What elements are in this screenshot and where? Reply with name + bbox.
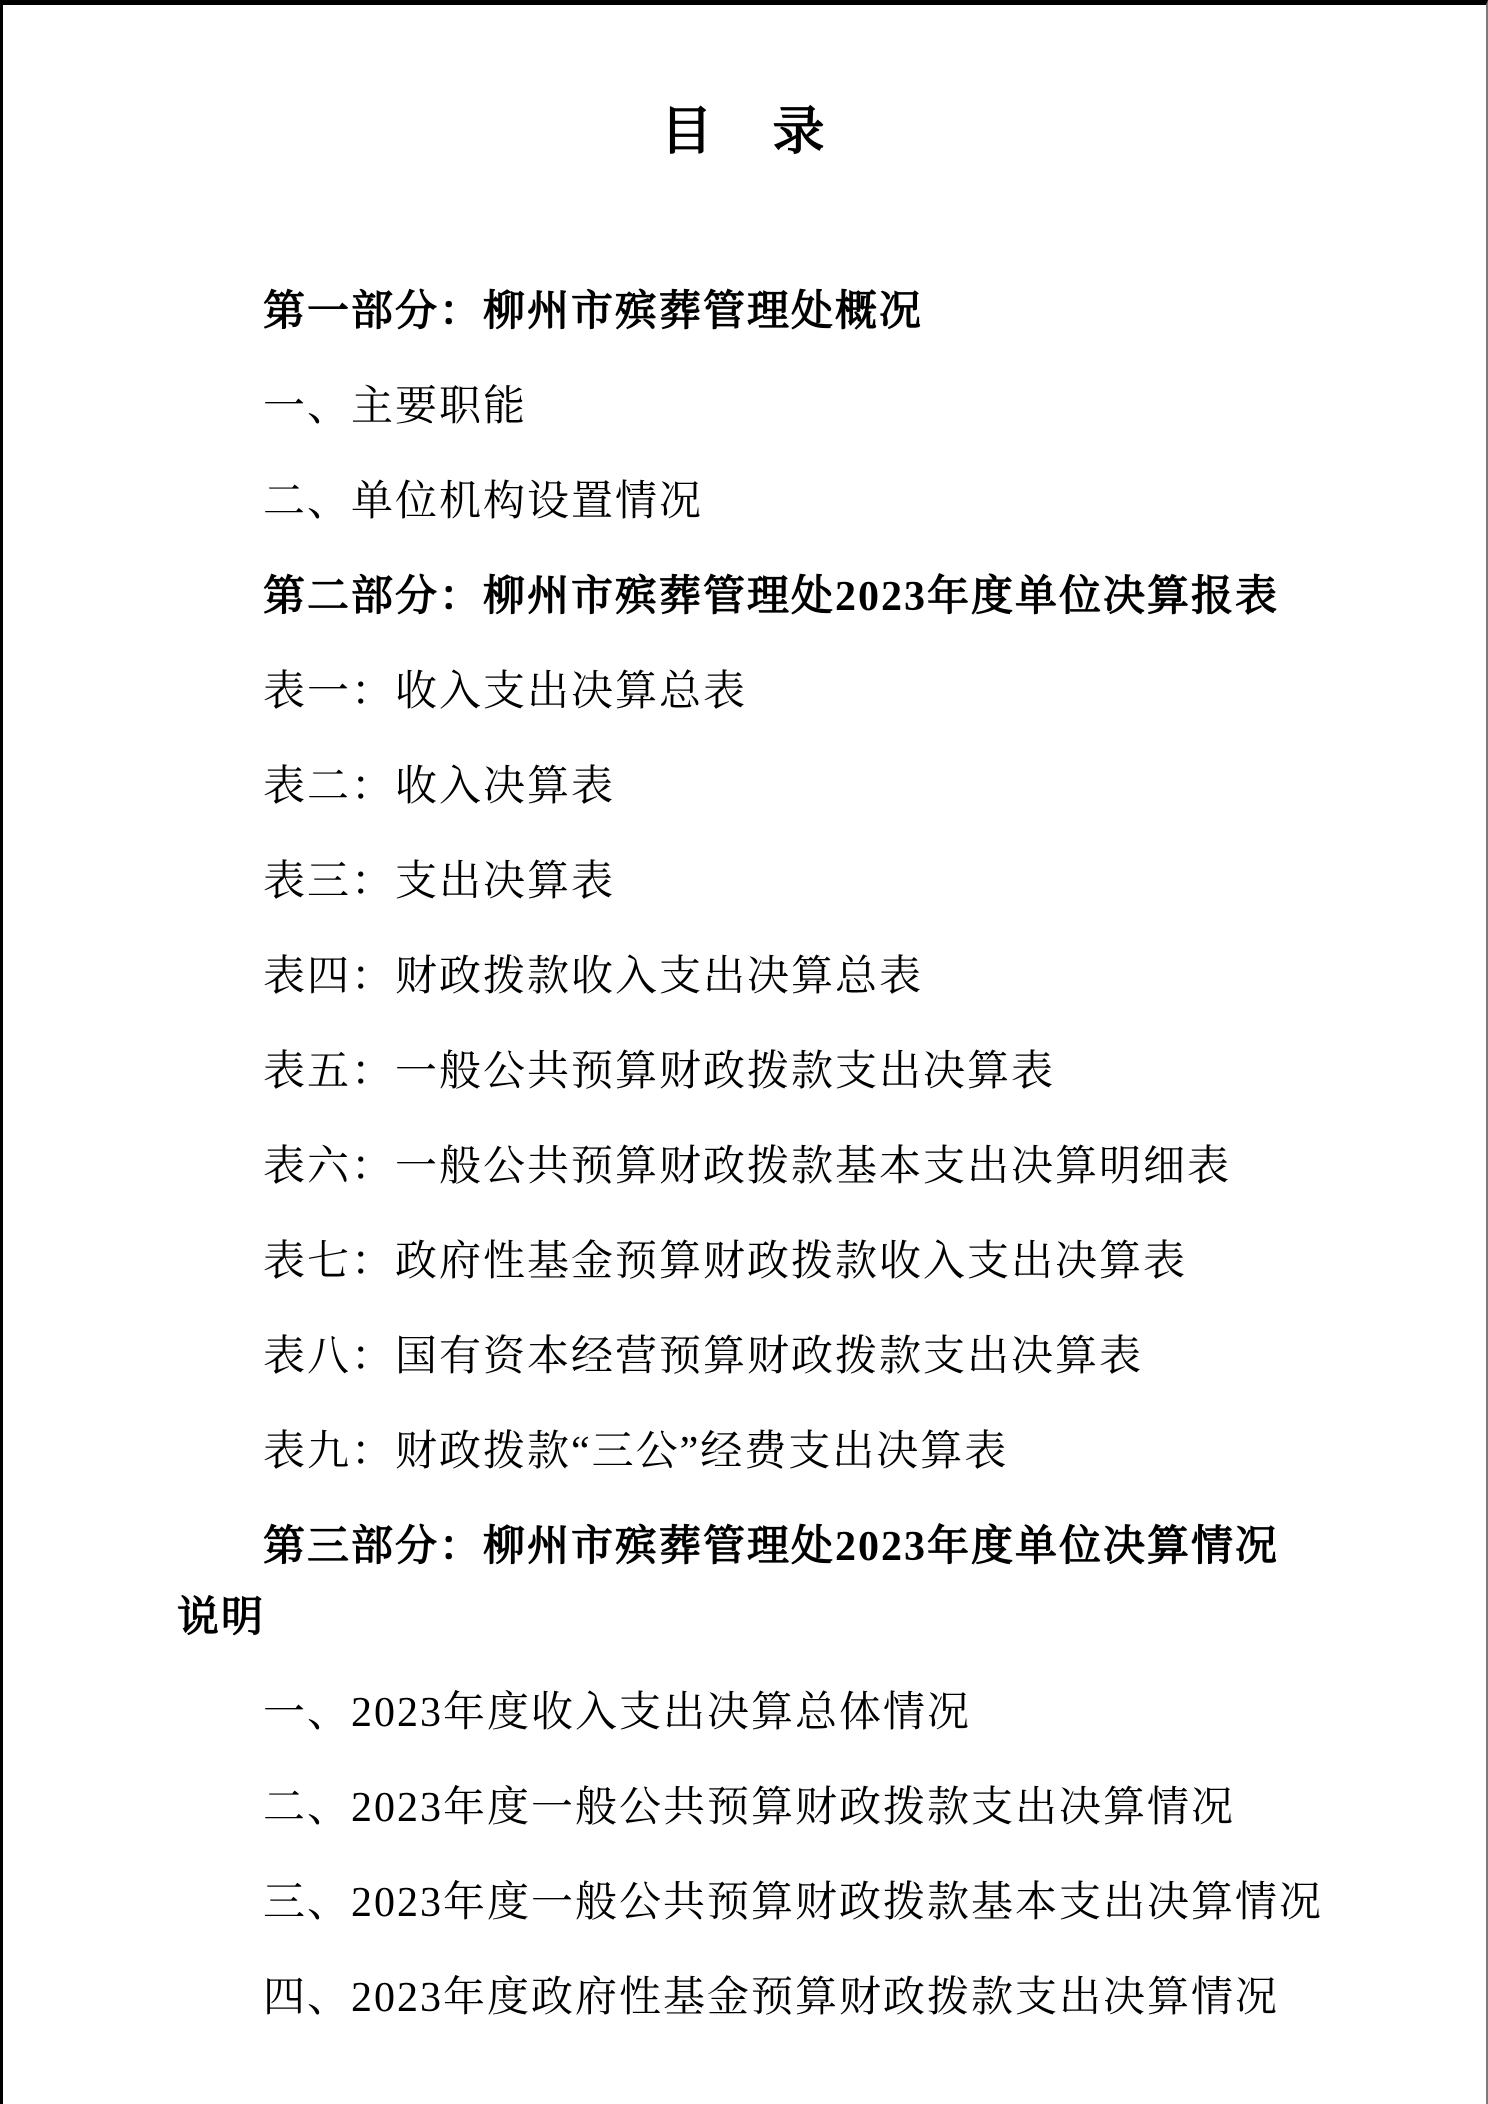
toc-item-basic-expenditure: 三、2023年度一般公共预算财政拨款基本支出决算情况 [263, 1880, 1324, 1926]
toc-item-table-4: 表四：财政拨款收入支出决算总表 [263, 954, 924, 1000]
toc-item-table-5: 表五：一般公共预算财政拨款支出决算表 [263, 1049, 1056, 1095]
toc-item-table-3: 表三：支出决算表 [263, 859, 616, 905]
toc-item-table-1: 表一：收入支出决算总表 [263, 669, 748, 715]
toc-section-1-heading: 第一部分：柳州市殡葬管理处概况 [263, 289, 924, 335]
toc-item-gov-fund-expenditure: 四、2023年度政府性基金预算财政拨款支出决算情况 [263, 1975, 1280, 2021]
table-of-contents [177, 277, 1368, 2034]
toc-item-main-functions: 一、主要职能 [263, 384, 528, 430]
toc-item-table-8: 表八：国有资本经营预算财政拨款支出决算表 [263, 1334, 1144, 1380]
toc-item-overall-situation: 一、2023年度收入支出决算总体情况 [263, 1690, 972, 1736]
toc-item-table-6: 表六：一般公共预算财政拨款基本支出决算明细表 [263, 1144, 1232, 1190]
toc-item-table-7: 表七：政府性基金预算财政拨款收入支出决算表 [263, 1239, 1188, 1285]
toc-item-org-structure: 二、单位机构设置情况 [263, 479, 704, 525]
toc-section-3-heading [177, 1512, 1368, 1654]
toc-item-table-2: 表二：收入决算表 [263, 764, 616, 810]
toc-section-3-heading-line-1: 第三部分：柳州市殡葬管理处2023年度单位决算情况 [263, 1524, 1280, 1570]
page-title: 目 录 [660, 104, 829, 161]
toc-item-general-budget-expenditure: 二、2023年度一般公共预算财政拨款支出决算情况 [263, 1785, 1236, 1831]
toc-item-table-9: 表九：财政拨款“三公”经费支出决算表 [263, 1429, 1009, 1475]
toc-section-3-heading-line-2: 说明 [177, 1595, 266, 1641]
toc-section-2-heading: 第二部分：柳州市殡葬管理处2023年度单位决算报表 [263, 574, 1280, 620]
